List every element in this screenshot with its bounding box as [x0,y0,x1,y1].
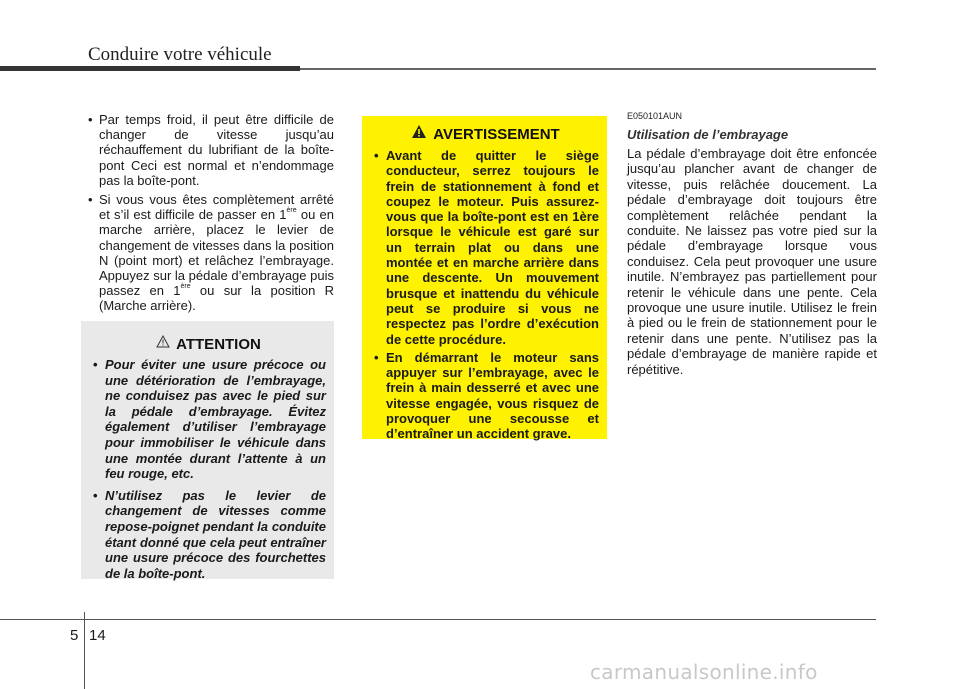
header-rule-dark [0,66,300,71]
attention-box [81,321,334,579]
warning-triangle-icon [411,124,427,144]
attention-title: ATTENTION [176,335,261,353]
warning-box [362,116,607,442]
left-column [86,112,334,318]
watermark: carmanualsonline.info [590,660,818,684]
header-rule-light [300,68,876,70]
bullet-cold-weather: • Par temps froid, il peut être difficile de changer de vitesse jusqu’au réchauffement du lubrifiant de la boîte-pont Ceci est normal et n’endommage pas la boîte-pont. [86,112,334,188]
caution-triangle-icon [156,335,170,353]
bullet-complete-stop: • Si vous vous êtes complètement arrêté et s’il est difficile de passer en 1ère ou en marche arrière, placez le levier de changement de vitesses dans la position N (point mort) et relâchez l’embrayage. Appuyez sur la pédale d’embrayage puis passez en 1ère ou sur la position R (Marche arrière). [86,192,334,314]
reference-code: E050101AUN [627,111,683,121]
warning-item: • En démarrant le moteur sans appuyer sur l’embrayage, avec le frein à main desserré et avec une vitesse engagée, vous risquez de provoquer une secousse et d’entraîner un accident grave. [372,350,599,442]
warning-title: AVERTISSEMENT [433,125,560,143]
warning-item: • Avant de quitter le siège conducteur, serrez toujours le frein de stationnement à fond et coupez le moteur. Puis assurez-vous que la boîte-pont est en 1ère lorsque le véhicule est garé sur un terrain plat ou dans une montée et en marche arrière dans une descente. Un mouvement brusque et inattendu du véhicule peut se produire si vous ne respectez pas l’ordre d’exécution de cette procédure. [372,148,599,347]
warning-header [372,124,599,144]
attention-header [91,335,326,353]
footer-rule [0,619,876,620]
page-title: Conduire votre véhicule [88,44,272,65]
footer-divider [84,612,85,689]
right-column [627,111,877,377]
attention-item: • Pour éviter une usure précoce ou une détérioration de l’embrayage, ne conduisez pas avec le pied sur la pédale d’embrayage. Évitez également d’utiliser l’embrayage pour immobiliser le véhicule dans une montée durant l’attente à un feu rouge, etc. [91,357,326,482]
page-number: 14 [89,627,106,644]
section-title: Utilisation de l’embrayage [627,127,789,142]
attention-item: • N’utilisez pas le levier de changement de vitesses comme repose-poignet pendant la conduite étant donné que cela peut entraîner une usure précoce des fourchettes de la boîte-pont. [91,488,326,582]
chapter-number: 5 [70,627,79,644]
section-body: La pédale d’embrayage doit être enfoncée jusqu’au plancher avant de changer de vitesse, puis relâchée doucement. La pédale d’embrayage doit toujours être complètement relâchée pendant la conduite. Ne laissez pas votre pied sur la pédale d’embrayage lorsque vous conduisez. Cela peut provoquer une usure inutile. N’embrayez pas partiellement pour retenir le véhicule dans une pente. Cela provoque une usure inutile. Utilisez le frein à pied ou le frein de stationnement pour le retenir dans une pente. N’utilisez pas la pédale d’embrayage de manière rapide et répétitive. [627,146,877,377]
